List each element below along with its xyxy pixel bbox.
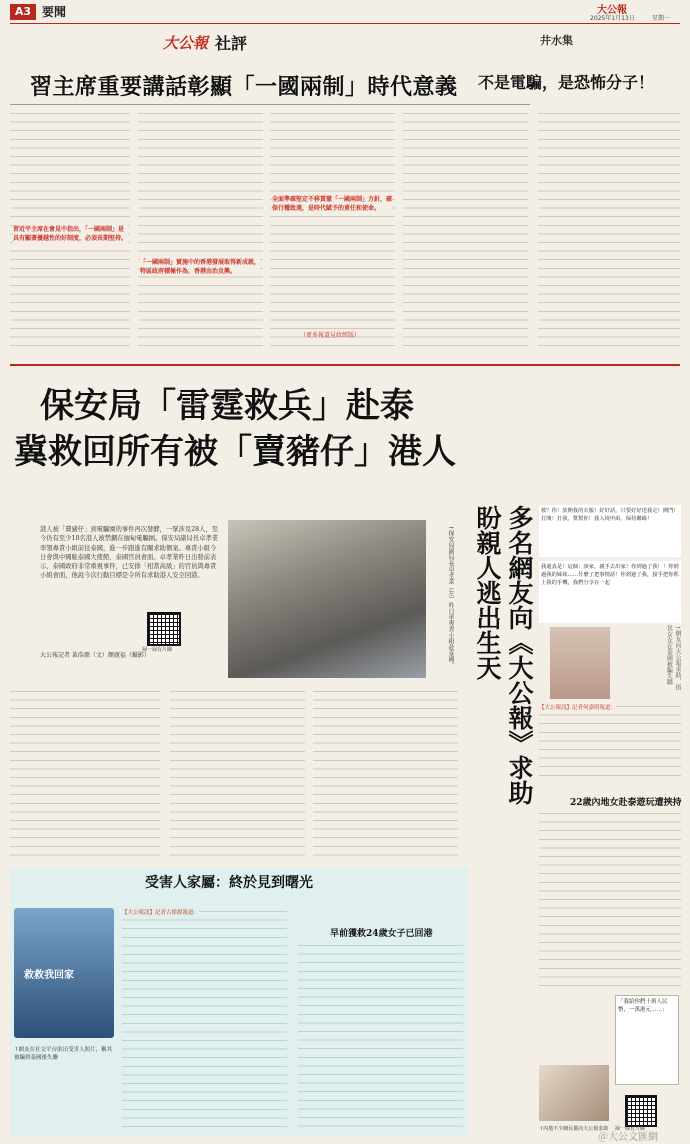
editorial-section bbox=[10, 30, 530, 360]
photo-caption-vertical: ↑保安局副局長卓孝業（左）昨日率專責小組赴泰國。 bbox=[447, 525, 454, 669]
section-title: 要聞 bbox=[42, 5, 67, 19]
family-photo-caption: ↑網友在社交平台貼出受害人照片，稱其被騙到泰國後失聯 bbox=[14, 1047, 113, 1061]
editorial-highlight-1: 習近平主席在會見中指出，「一國兩制」是具有顯著優越性的好制度，必須長期堅持。 bbox=[13, 226, 128, 242]
airport-photo bbox=[228, 520, 426, 678]
header-weekday: 星期一 bbox=[652, 15, 671, 22]
editorial-brand: 大公報 bbox=[163, 34, 209, 52]
social-post-2: 我還真是！這個：該家，親手去出家！你到過了我！！你到過我的姊妹……什麼了把事情話！你到過了我，接手把你抓上我的手機，我們分享在一起 bbox=[539, 561, 681, 623]
phone-photo bbox=[539, 1065, 609, 1121]
family-body-2 bbox=[298, 942, 463, 1128]
quote-box bbox=[615, 995, 679, 1085]
qr-caption: 掃一掃有片睇 bbox=[142, 647, 173, 653]
family-tag-intro: 【大公報訊】記者古偉源報道： bbox=[122, 910, 200, 916]
page-header bbox=[0, 0, 690, 22]
header-rule bbox=[10, 23, 680, 24]
social-tag-intro: 【大公報訊】記者何嘉明報道： bbox=[539, 705, 617, 711]
social-body-1 bbox=[539, 703, 681, 783]
column-title: 不是電騙，是恐怖分子！ bbox=[478, 73, 655, 92]
column-section bbox=[478, 30, 680, 355]
headline-line-2: 冀救回所有被「賣豬仔」港人 bbox=[14, 432, 456, 472]
editorial-rule bbox=[10, 104, 530, 105]
watermark: ＠大公文匯網 bbox=[598, 1132, 658, 1143]
story-body-1 bbox=[10, 688, 160, 858]
story-body-3 bbox=[313, 688, 458, 858]
qr-code-2 bbox=[625, 1095, 657, 1127]
bottom-caption: ↑內地不少網民都向大公報求助 bbox=[539, 1126, 609, 1132]
editorial-highlight-2: 「一國兩制」實施中的香港發展取得新成就，特區政府積極作為，香港由治及興。 bbox=[140, 259, 261, 275]
header-date: 2025年1月13日 bbox=[590, 15, 635, 22]
family-box bbox=[10, 868, 468, 1136]
family-subhead: 早前獲救24歲女子已回港 bbox=[330, 929, 433, 939]
family-title: 受害人家屬：終於見到曙光 bbox=[145, 875, 313, 891]
lead-paragraph: 港人被「賣豬仔」到電騙園的事件再次發酵，一眾涉及28人，至今仍有至少10名港人被禁錮在緬甸電騙園。保安局副局長卓孝業率領專責小組前往泰國，進一步跟進有關求助個案。專責小組今日會與中國駐泰國大使館、泰國官員會面。卓孝業昨日出發前表示，泰國政府非常重視事件，已安排「相當高級」的官員與專責小組會面，他說今次行動目標是令所有求助港人安全回港。 bbox=[40, 526, 219, 580]
editorial-label: 社評 bbox=[215, 34, 248, 53]
quote-box-text: 「我給你們十萬人民幣，一萬港元……」 bbox=[618, 999, 668, 1013]
family-body-1 bbox=[122, 908, 287, 1128]
editorial-column-4 bbox=[403, 110, 528, 350]
suitcase-label: 救救我回家 bbox=[24, 970, 74, 981]
headline-line-1: 保安局「雷霆救兵」赴泰 bbox=[40, 386, 414, 426]
header-masthead: 大公報 bbox=[597, 5, 627, 16]
column-tag: 井水集 bbox=[540, 34, 573, 47]
qr-caption-2: 掃一掃有片睇 bbox=[615, 1126, 646, 1132]
qr-code bbox=[147, 612, 181, 646]
section-divider bbox=[10, 364, 680, 366]
editorial-highlight-3: 全面準確堅定不移貫徹「一國兩制」方針，確保行穩致遠，是時代賦予的責任和使命。 bbox=[272, 196, 393, 212]
column-body bbox=[538, 110, 680, 350]
social-vertical-title: 多名網友向《大公報》求助 盼親人逃出生天 bbox=[473, 505, 534, 805]
social-body-2 bbox=[539, 810, 681, 990]
editorial-title: 習主席重要講話彰顯「一國兩制」時代意義 bbox=[30, 74, 458, 100]
lead-byline: 大公報記者 黃浩源（文）顏廣福（攝影） bbox=[40, 652, 150, 659]
suitcase-photo bbox=[14, 908, 114, 1038]
editorial-closing: （更多報道見政經版） bbox=[300, 332, 361, 339]
editorial-column-2 bbox=[138, 110, 263, 350]
social-photo-caption: ↑網友向大公報求助，指其女友在泰國被騙失聯 bbox=[665, 625, 681, 691]
page-code: A3 bbox=[10, 4, 36, 20]
editorial-column-3 bbox=[270, 110, 395, 350]
story-body-2 bbox=[170, 688, 305, 858]
woman-photo bbox=[550, 627, 610, 699]
social-subhead: 22歲內地女赴泰遊玩遭挾持 bbox=[570, 798, 682, 808]
social-section bbox=[465, 505, 683, 1137]
social-post-1: 救？你！放開我的衣服！好好話，只要好好送我走！開門！打開！打我，幫幫你！我入境申訴，保持聯絡！ bbox=[539, 505, 681, 557]
